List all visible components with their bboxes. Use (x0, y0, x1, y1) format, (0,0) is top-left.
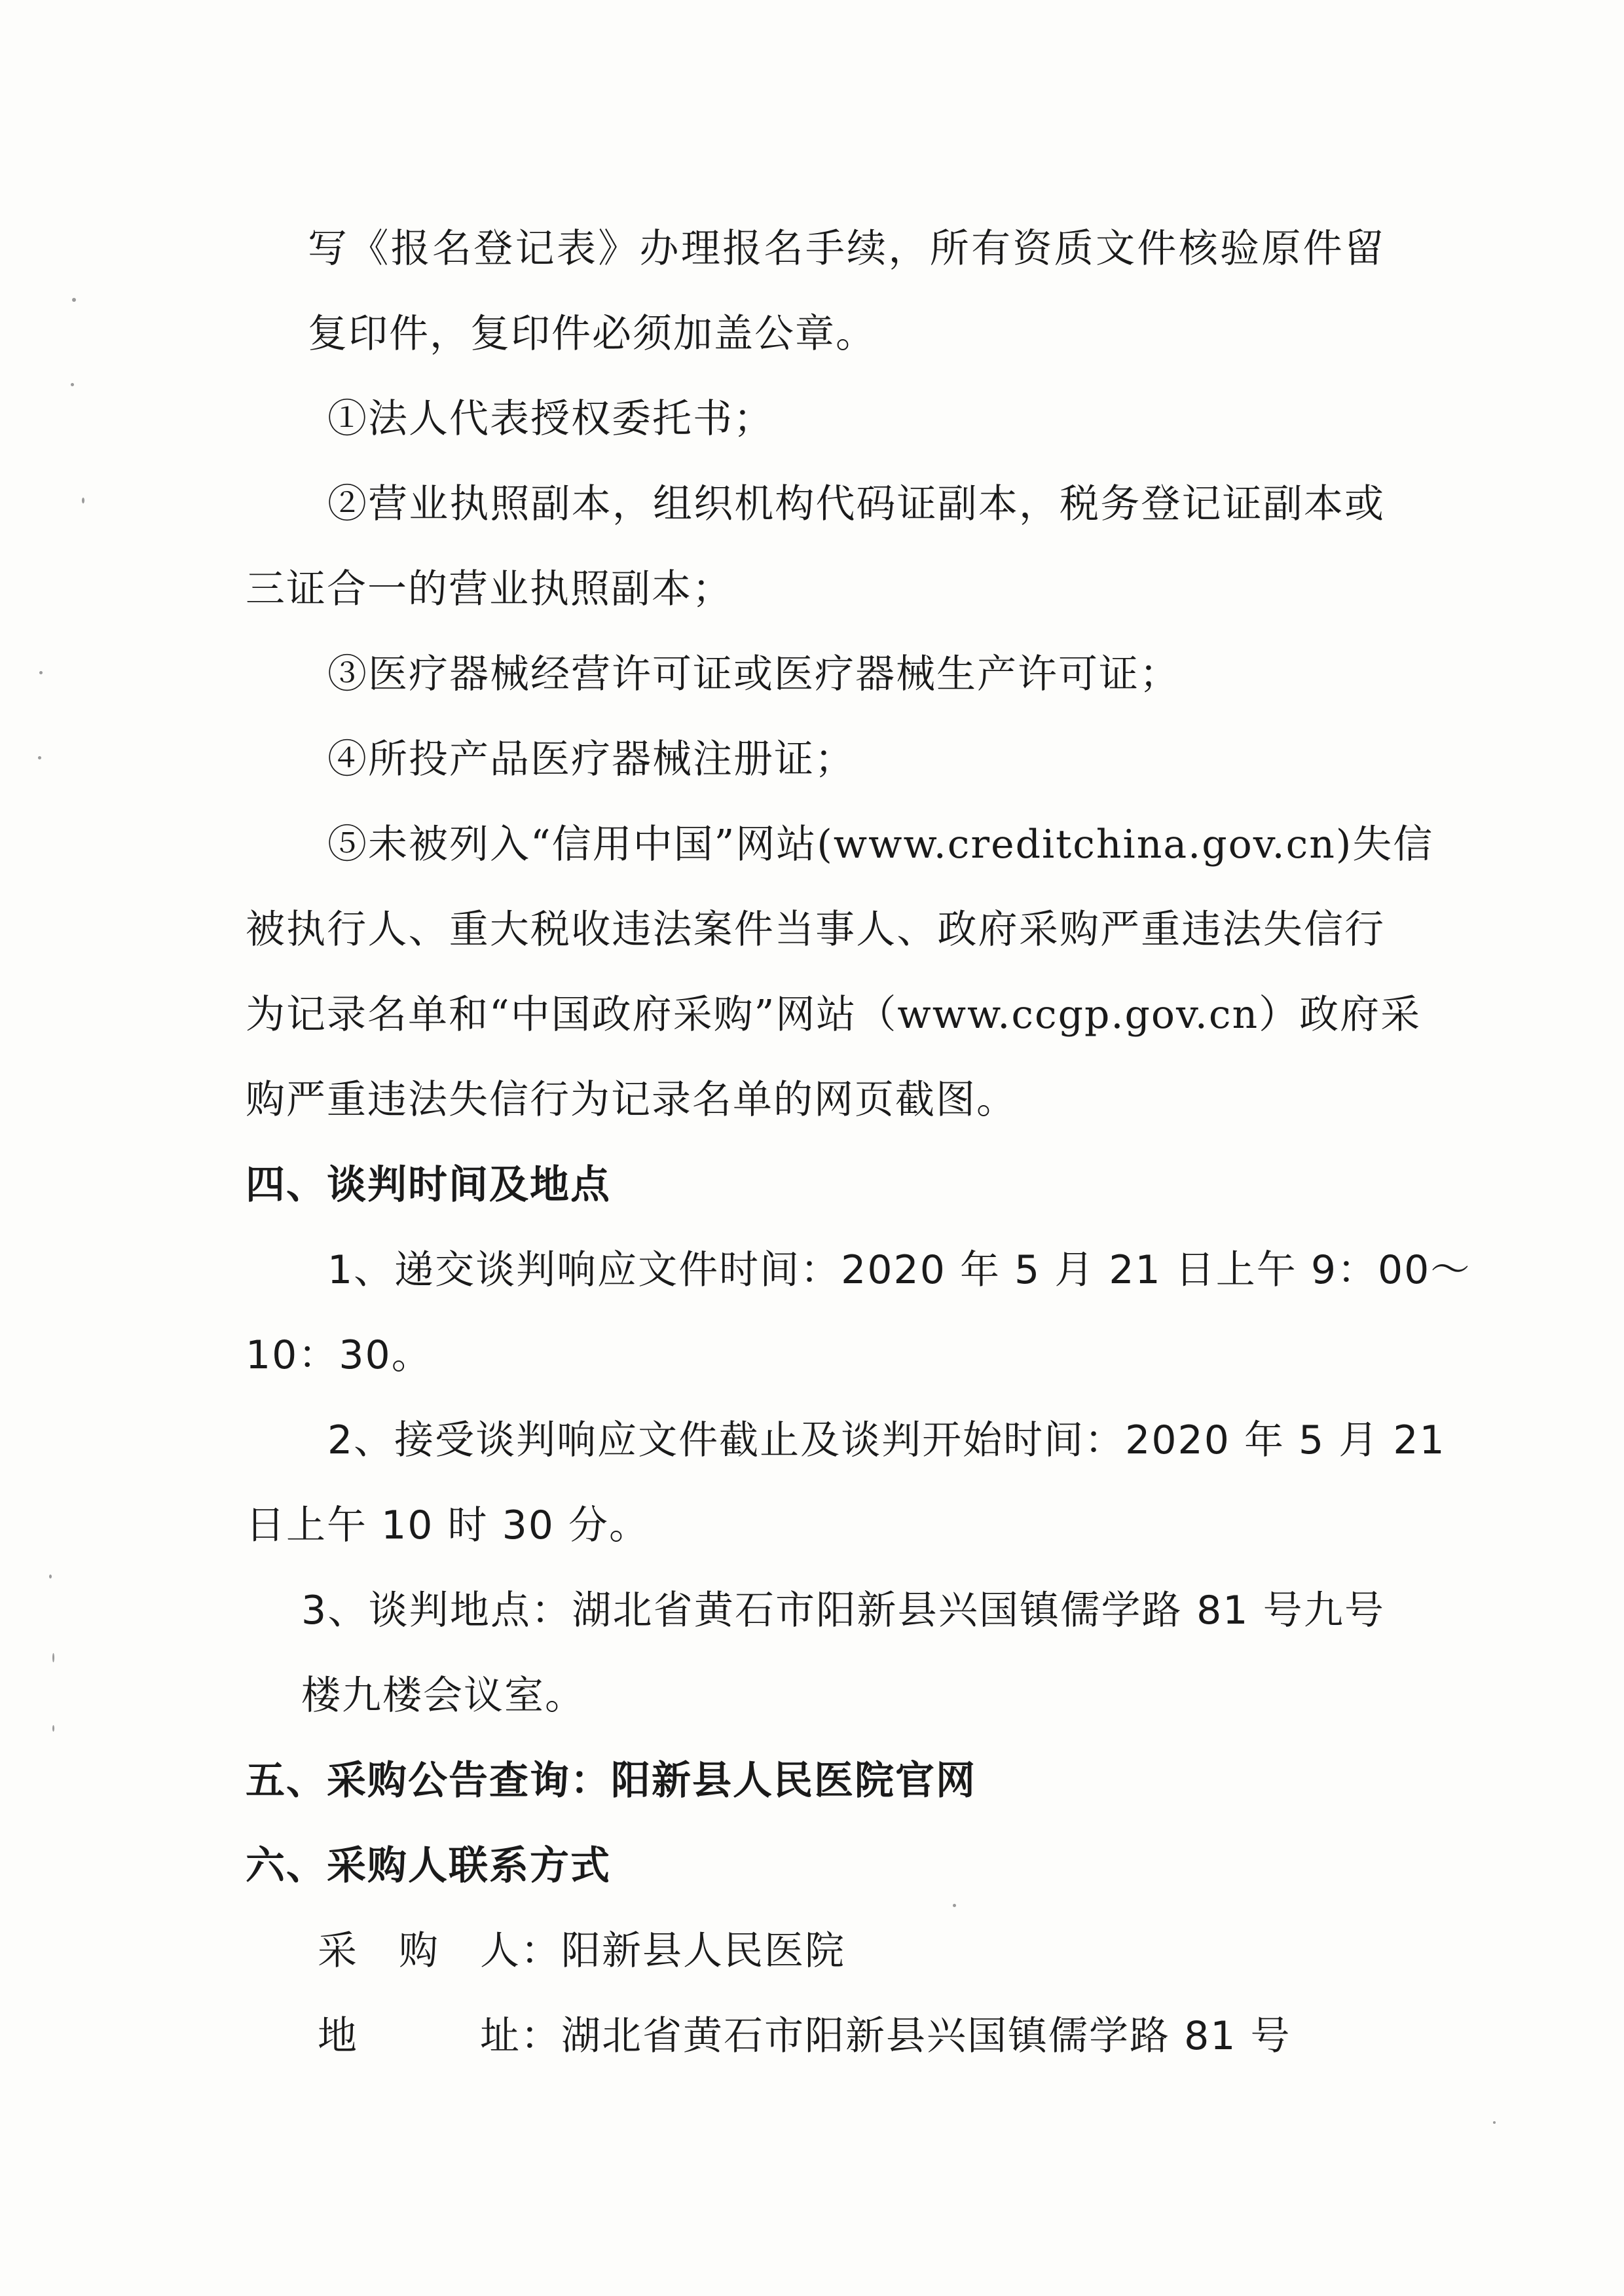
item-submission-time: 1、递交谈判响应文件时间：2020 年 5 月 21 日上午 9：00～ (327, 1247, 1471, 1293)
scan-speck (49, 1575, 52, 1578)
list-item-authorization: ①法人代表授权委托书； (327, 396, 774, 442)
scan-speck (39, 671, 43, 674)
scan-speck (38, 756, 41, 759)
list-item-medical-device-permit: ③医疗器械经营许可证或医疗器械生产许可证； (327, 651, 1180, 697)
contact-address: 地 址：湖北省黄石市阳新县兴国镇儒学路 81 号 (318, 2013, 1291, 2059)
item-submission-time-cont: 10：30。 (246, 1332, 432, 1378)
item-negotiation-location-cont: 楼九楼会议室。 (301, 1673, 585, 1719)
list-item-credit-check: ⑤未被列入“信用中国”网站(www.creditchina.gov.cn)失信 (327, 822, 1434, 867)
contact-purchaser: 采 购 人：阳新县人民医院 (318, 1928, 845, 1974)
scan-speck (72, 298, 76, 302)
scan-speck (82, 498, 84, 503)
body-text-line: 复印件，复印件必须加盖公章。 (308, 311, 876, 357)
list-item-business-license-cont: 三证合一的营业执照副本； (246, 566, 733, 612)
scan-speck (1493, 2121, 1496, 2124)
item-deadline-time-cont: 日上午 10 时 30 分。 (246, 1503, 650, 1548)
scan-speck (71, 383, 74, 386)
item-deadline-time: 2、接受谈判响应文件截止及谈判开始时间：2020 年 5 月 21 (327, 1417, 1446, 1463)
list-item-business-license: ②营业执照副本，组织机构代码证副本，税务登记证副本或 (327, 481, 1385, 527)
scan-speck (953, 1904, 956, 1907)
list-item-product-registration: ④所投产品医疗器械注册证； (327, 737, 855, 782)
section-heading-negotiation-time: 四、谈判时间及地点 (246, 1162, 611, 1208)
list-item-credit-check-cont: 为记录名单和“中国政府采购”网站（www.ccgp.gov.cn）政府采 (246, 992, 1422, 1038)
section-heading-announcement-query: 五、采购公告查询：阳新县人民医院官网 (246, 1758, 976, 1804)
body-text-line: 写《报名登记表》办理报名手续，所有资质文件核验原件留 (308, 226, 1385, 272)
list-item-credit-check-cont: 被执行人、重大税收违法案件当事人、政府采购严重违法失信行 (246, 907, 1385, 953)
scan-speck (52, 1653, 54, 1662)
item-negotiation-location: 3、谈判地点：湖北省黄石市阳新县兴国镇儒学路 81 号九号 (301, 1588, 1385, 1633)
list-item-credit-check-cont: 购严重违法失信行为记录名单的网页截图。 (246, 1077, 1017, 1123)
section-heading-purchaser-contact: 六、采购人联系方式 (246, 1843, 611, 1889)
scan-speck (52, 1725, 54, 1732)
